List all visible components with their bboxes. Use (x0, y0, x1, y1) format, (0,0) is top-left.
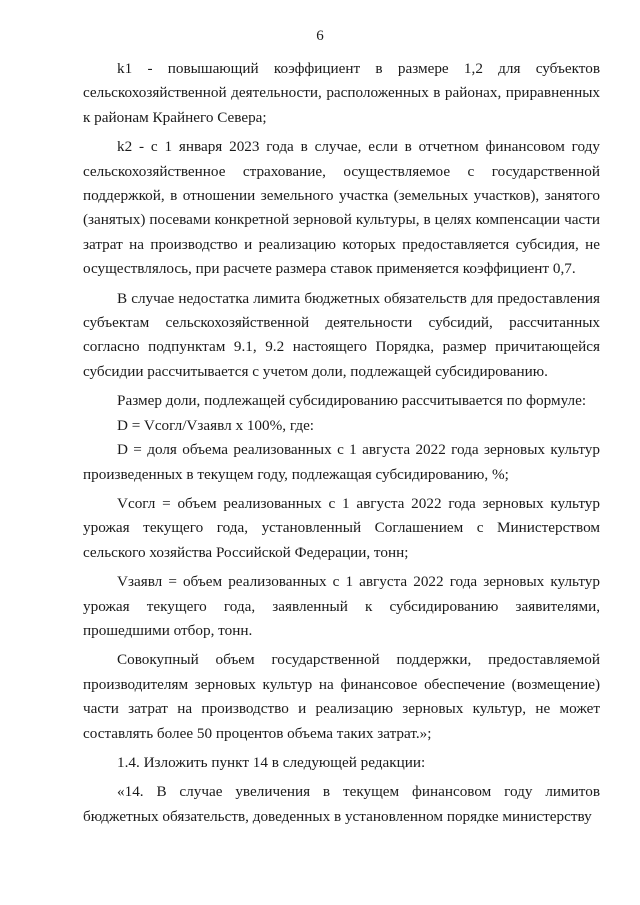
paragraph-definition-d: D = доля объема реализованных с 1 августа 2022 года зерновых культур произведенных в текущем году, подлежащая субсидированию, %; (83, 441, 600, 483)
paragraph-formula: D = Vсогл/Vзаявл x 100%, где: (117, 416, 315, 434)
paragraph-share-formula-intro: Размер доли, подлежащей субсидированию рассчитывается по формуле: (117, 392, 587, 410)
paragraph-definition-vsogl: Vсогл = объем реализованных с 1 августа 2022 года зерновых культур урожая текущего года, установленный Соглашением с Министерством сельского хозяйства Российской Федерации, тонн; (83, 494, 600, 561)
page-number: 6 (316, 28, 324, 44)
paragraph-definition-vzayavl: Vзаявл = объем реализованных с 1 августа 2022 года зерновых культур урожая текущего года, заявленный к субсидированию заявителями, прошедшими отбор, тонн. (83, 573, 600, 639)
document-body (83, 57, 600, 829)
paragraph-k1-coefficient: k1 - повышающий коэффициент в размере 1,2 для субъектов сельскохозяйственной деятельности, расположенных в районах, приравненных к районам Крайнего Севера; (83, 60, 600, 126)
paragraph-item-14: «14. В случае увеличения в текущем финансовом году лимитов бюджетных обязательств, доведенных в установленном порядке министерству (83, 783, 600, 825)
paragraph-k2-coefficient: k2 - с 1 января 2023 года в случае, если в отчетном финансовом году сельскохозяйственное страхование, осуществляемое с государственной поддержкой, в отношении земельного участка (земельных участков), занятого (занятых) посевами конкретной зерновой культуры, в целях компенсации части затрат на производство и реализацию которых предоставляется субсидия, не осуществлялось, при расчете размера ставок применяется коэффициент 0,7. (83, 138, 600, 278)
paragraph-amendment-1-4: 1.4. Изложить пункт 14 в следующей редакции: (117, 753, 426, 771)
paragraph-budget-shortage: В случае недостатка лимита бюджетных обязательств для предоставления субъектам сельскохозяйственной деятельности субсидий, рассчитанных согласно подпунктам 9.1, 9.2 настоящего Порядка, размер причитающейся субсидии рассчитывается с учетом доли, подлежащей субсидированию. (83, 289, 600, 380)
paragraph-total-support-limit: Совокупный объем государственной поддержки, предоставляемой производителям зерновых культур на финансовое обеспечение (возмещение) части затрат на производство и реализацию зерновых культур, не может составлять более 50 процентов объема таких затрат.»; (83, 651, 600, 742)
